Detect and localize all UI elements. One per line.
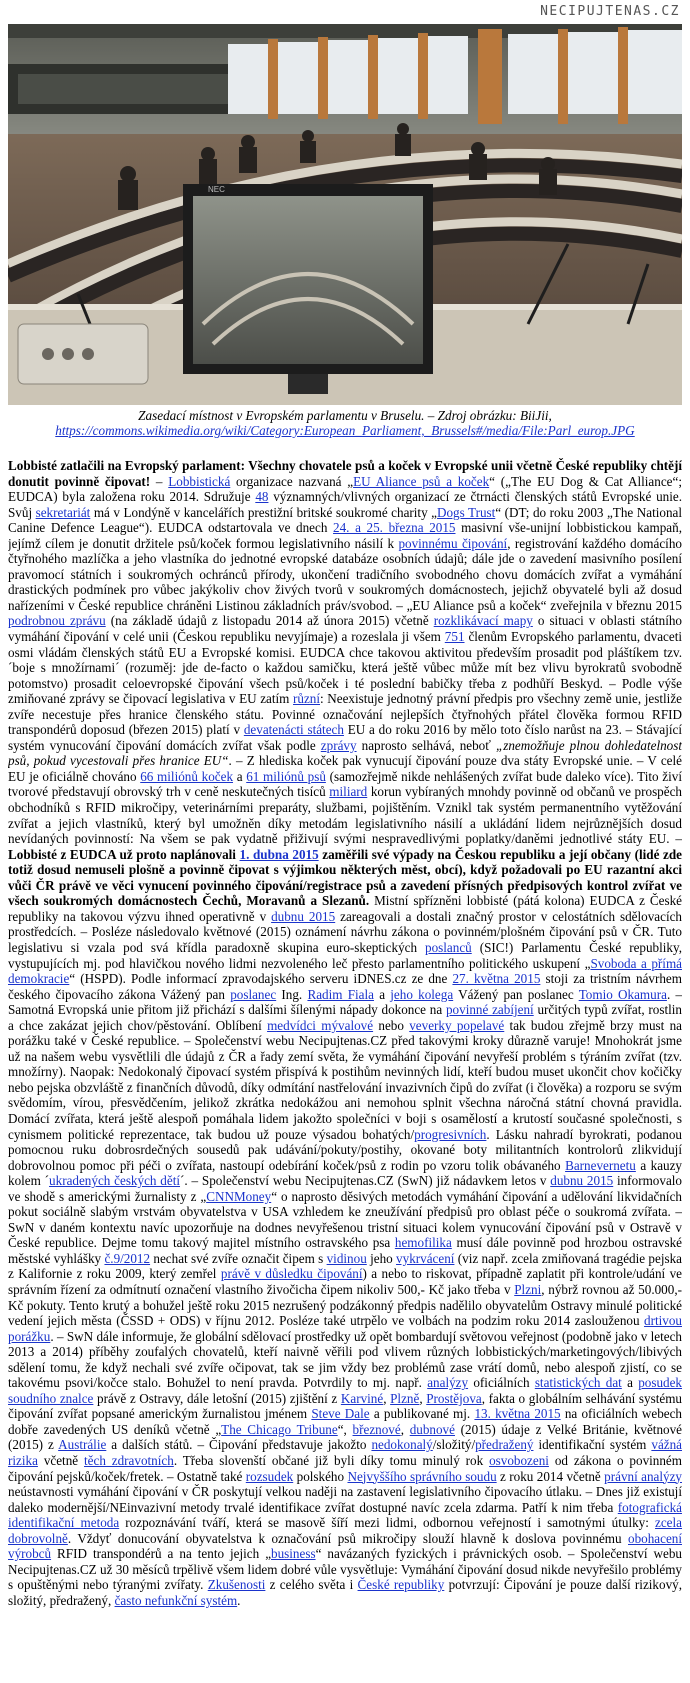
article-text: a — [621, 1375, 639, 1391]
article-link[interactable]: 13. května 2015 — [474, 1406, 561, 1422]
article-link[interactable]: obohacení výrobců — [8, 1530, 682, 1562]
article-link[interactable]: různí — [293, 691, 321, 707]
article-link[interactable]: dubnu 2015 — [271, 908, 336, 924]
article-link[interactable]: poslanců — [425, 939, 472, 955]
article-link[interactable]: těch zdravotních — [84, 1453, 174, 1468]
photo-caption — [8, 408, 682, 438]
article-text: a kauzy kolem ´ — [8, 1157, 682, 1189]
article-link[interactable]: posudek soudního znalce — [8, 1375, 682, 1406]
article-text: masivní vše-unijní lobbistickou kampaň, jejímž cílem je donutit držitele psů/koček formou legislativního násilí k — [8, 520, 682, 551]
article-link[interactable]: podrobnou zprávu — [8, 613, 106, 629]
article-text: “, — [337, 1421, 353, 1437]
article-text: “ („The EU Dog & Cat Alliance“; EUDCA) byla založena roku 2014. Sdružuje — [8, 473, 682, 505]
article-link[interactable]: březnové — [352, 1421, 401, 1437]
article-text: naprosto selhává, neboť — [356, 737, 496, 753]
article-text: . — [237, 1592, 241, 1608]
article-text: (samozřejmě nikde nehlášených zvířat bude daleko více). Tito živí tvorové představují obrovský trh v ceně neskutečných tisíců — [8, 768, 682, 800]
article-link[interactable]: zprávy — [320, 737, 357, 753]
parliament-photo-drawing — [8, 24, 682, 405]
article-text: , nýbrž rovnou až 50.000,- Kč pokuty. Tento krutý a bohužel ještě roku 2015 nezrušený podzákonný předpis nadělilo obyvatelům Ostravy minulé politické vedení jejich města (ČSSD + ODS) v říjnu 2012. Posléze také utrpělo ve volbách na podzim roku 2014 zaslouženou — [8, 1281, 682, 1329]
article-text: tak budou zřejmě brzy must na porážku také v České republice. – Společenství webu Necipujtenas.CZ před takovými kroky důrazně varuje! Mnohokrát jsme už na našem webu vysvětlili dle údajů z ČR a řady zemí světa, že vymáhání čipování nevyřeší problém s týráním zvířat (tzv. množírny). Naopak: Nedokonalý čipovací systém přispívá k postihům nevinných lidí, kteří budou muset ukončit chov kočičky nebo pejska obzvláště z finančních důvodů, díky odmítání nastřelování invazivních čipů do zvířat (i člověka) a rozporu se svým svědomím, vírou, přesvědčením, jelikož zkrátka nedokážou ani nemohou splnit všechna náročná státní chovná pravidla. Domácí zvířata, která ještě alespoň pomáhala lidem jakožto společníci v boji s osamělostí a krutostí současné společnosti, s cynismem politické reprezentace, tak budou už pouze výsadou bohatých/ — [8, 1017, 682, 1142]
article-text: Mistní spřízněni lobbisté (pátá kolona) EUDCA z České republiky na takovou výzvu ihned operativně v — [8, 893, 682, 924]
article-link[interactable]: Plzni — [514, 1281, 542, 1297]
article-link[interactable]: veverky popelavé — [409, 1017, 505, 1033]
article-text: na oficiálních webech dobře zavedených US deníků včetně „ — [8, 1406, 682, 1437]
article-text: “ navázaných fyzických i právnických osob. – Společenství webu Necipujtenas.CZ už 30 měsíců trpělivě všem lidem dobré vůle vysvětluje: Vymáhání čipování dosud nikde nevyřešilo problémy s opuštěnými nebo týranými zvířaty. — [8, 1546, 682, 1593]
article-link[interactable]: drtivou porážku — [8, 1313, 682, 1344]
article-link[interactable]: nedokonalý — [371, 1437, 433, 1453]
article-text: stoji za tristním návrhem českého čipovacího zákona Vážený pan — [8, 971, 682, 1002]
article-text: nebo — [373, 1017, 410, 1033]
article-link[interactable]: Dogs Trust — [437, 504, 496, 520]
article-link[interactable]: 48 — [255, 489, 269, 505]
article-link[interactable]: povinnému čipování — [398, 535, 508, 551]
article-link[interactable]: Lobbistická — [168, 473, 231, 489]
article-link[interactable]: Radim Fiala — [307, 986, 374, 1002]
article-text: nechat své zvíře označit čipem s — [150, 1250, 327, 1266]
caption-source-link[interactable]: https://commons.wikimedia.org/wiki/Category:European_Parliament,_Brussels#/media/File:Parl_europ.JPG — [55, 423, 635, 438]
article-link[interactable]: právní analýzy — [604, 1468, 682, 1484]
article-link[interactable]: 66 miliónů koček — [140, 768, 234, 784]
article-text: Vážený pan poslanec — [453, 986, 579, 1002]
article-link[interactable]: rozklikávací mapy — [433, 613, 533, 629]
article-text: má v Londýně v kancelářích prestižní britské soukromé charity „ — [90, 504, 437, 520]
site-name: NECIPUJTENAS.CZ — [540, 4, 680, 19]
article-text: . Lásku nahradí byrokrati, podanou pomocnou ruku dobrosrdečných sousedů pak udávání/pokuty/postihy, okované boty militantních kontrolorů zlikvidují dobrovolnou pomoc při péči o zvířata, nastoupí odebírání koček/psů z rodin po vzoru tolik obávaného — [8, 1126, 682, 1173]
article-text: jeho — [366, 1250, 397, 1266]
article-text: , — [400, 1421, 410, 1437]
article-link[interactable]: Tomio Okamura — [578, 986, 667, 1002]
article-link[interactable]: analýzy — [427, 1375, 469, 1391]
article-text: oficiálních — [468, 1375, 535, 1391]
article-link[interactable]: business — [271, 1546, 316, 1562]
article-text: “ (DT; do roku 2003 „The National Canine Defence League“). EUDCA odstartovala ve dnech — [8, 504, 682, 536]
article-link[interactable]: vážná rizika — [8, 1437, 682, 1468]
article-text: /složitý/ — [432, 1437, 476, 1453]
caption-text: Zasedací místnost v Evropském parlamentu v Bruselu. – Zdroj obrázku: BiiJii, — [138, 408, 552, 423]
article-link[interactable]: hemofilika — [394, 1235, 452, 1251]
article-text: (viz např. zcela zmiňovaná tragédie pejska z Kalifornie z roku 2009, který zemřel — [8, 1250, 682, 1282]
article-link[interactable]: sekretariát — [35, 504, 91, 520]
article-text: významných/vlivných organizací ze čtrnácti členských států Evropské unie. Svůj — [8, 489, 682, 520]
article-text: o situaci v oblasti státního vymáhání čipování v celé unii (Českou republiku nevyjímaje) a rozeslala ji všem — [8, 613, 682, 645]
article-text: (na základě údajů z listopadu 2014 až února 2015) včetně — [105, 613, 434, 629]
article-link[interactable]: 27. května 2015 — [452, 971, 541, 987]
article-text: a publikované mj. — [369, 1406, 475, 1422]
article-text: od zákona o povinném čipování pejsků/koček/fretek. – Ostatně také — [8, 1453, 682, 1484]
article-text: organizace nazvaná „ — [230, 473, 354, 489]
article-text: : Neexistuje jednotný právní předpis pro všechny země unie, jestliže zvíře necestuje přes hranice členského státu. Povinné označování nejlepších čtyřnohých přátel člověka formou RFID transpondérů doposud (březen 2015) platí v — [8, 691, 682, 738]
article-text: zareagovali a dostali značný prostor v celostátních sdělovacích prostředcích. – Posléze následovalo květnové (2015) oznámení návrhu zákona o povinném/plošném čipování psů v ČR. Tuto legislativu si vzala pod svá křídla paradoxně skupina euro-skeptických — [8, 908, 682, 955]
article-link[interactable]: Svoboda a přímá demokracie — [8, 955, 682, 987]
article-bold-text — [240, 847, 319, 862]
article-link[interactable]: miliard — [329, 784, 368, 800]
article-bold-text: Lobbisté zatlačili na Evropský parlament: Všechny chovatele psů a koček v Evropské unii včetně České republiky chtějí donutit povinně čipovat! — [8, 458, 682, 489]
article-text: polského — [293, 1468, 348, 1484]
article-text: informovalo ve shodě s americkými žurnalisty z „ — [8, 1173, 682, 1204]
article-link[interactable]: CNNMoney — [206, 1188, 272, 1204]
article-link[interactable]: poslanec — [230, 986, 277, 1002]
article-text: Ing. — [276, 986, 308, 1002]
article-text: “ (HSPD). Podle informací zpravodajského serveru iDNES.cz ze dne — [69, 971, 453, 987]
article-text: musí dále povinně pod hrozbou ostravské městské vyhlášky — [8, 1235, 682, 1266]
article-quote: „znemožňuje plnou dohledatelnost psů, pokud vycestovali přes hranice EU“ — [8, 737, 682, 769]
article-text: (2015) údaje z Velké Británie, květnové (2015) z — [8, 1421, 682, 1453]
article-bold-text: zaměřili své výpady na Českou republiku a její občany (lidé zde totiž dosud nemuseli plošně a povinně čipovat s výjimkou některých měst, obcí), když požadovali po EU razantní akci vůči ČR právě ve věci vynucení povinného čipování/registrace psů a zavedení přísných předpisových kontrol zvířat ve všech soukromých domácnostech Čechů, Moravanů a Slezanů. — [8, 846, 682, 909]
article-link[interactable]: č.9/2012 — [104, 1250, 151, 1266]
article-text: . – Samotná Evropská unie přitom již přichází s dalšími šílenými nápady dokonce na — [8, 986, 682, 1018]
article-text: a — [373, 986, 391, 1002]
article-body — [8, 458, 682, 1680]
parliament-photo — [8, 24, 682, 405]
article-text: potvrzují: Čipování je pouze další rizikový, složitý, předražený, — [8, 1577, 682, 1608]
article-text: neústavnosti vymáhání čipování v ČR poskytují velkou naději na zastavení legislativního čipovacího útlaku. – Dnes již existují daleko modernější/NEinvazivní metody trvalé identifikace zvířat dostupné navíc zcela zdarma. Patří k nim třeba — [8, 1484, 682, 1515]
article-text: a dalších států. – Čipování představuje jakožto — [106, 1437, 372, 1453]
article-text: ) a nebo to riskovat, případně zaplatit při kontrole/udání ve správním řízení za odmítnutí označení vlastního živočicha čipem nikoliv 500,- Kč jako třeba v — [8, 1266, 682, 1297]
article-text: určitých typů zvířat, rostlin a chce zakázat jejich chov/pěstování. Oblíbení — [8, 1002, 682, 1033]
article-text: (SIC!) Parlamentu České republiky, vystupujících mj. pod hlavičkou nového lidmi nezvoleného leč přesto parlamentního politického uskupení „ — [8, 939, 682, 971]
article-text: , registrování každého domácího čtyřnohého mazlíčka a jeho vlastníka do jednotné evropské databáze osobních údajů; dále jde o zavedení masivního posílení pravomocí státních i soukromých ochránců přírody, ukončení tradičního svobodného chovu domácích zvířat a vymáhání drastických podmínek pro vůbec jakýkoliv chov živých tvorů v soukromých domácnostech, jejichž obyvatelé byli až dosud nařízeními v České republice chráněni Listinou základních práv/svobod. – „EU Aliance psů a koček“ zveřejnila v březnu 2015 — [8, 535, 682, 613]
svg-text:NEC: NEC — [208, 185, 225, 194]
article-text: právě z Ostravy, dále letošní (2015) zjištění z — [93, 1390, 341, 1406]
article-link[interactable]: Steve Dale — [311, 1406, 370, 1422]
article-text: , fakta o globálním selhávání systému čipování zvířat popsané americkým žurnalistou jménem — [8, 1390, 682, 1422]
article-link[interactable]: zcela dobrovolně — [8, 1515, 682, 1546]
article-bold-text: Lobbisté z EUDCA už proto naplánovali — [8, 846, 240, 862]
article-link[interactable]: Austrálie — [58, 1437, 107, 1453]
article-link[interactable]: Karviné — [340, 1390, 384, 1406]
article-link[interactable]: Zkušenosti — [207, 1577, 266, 1593]
article-link[interactable]: 61 miliónů psů — [246, 768, 326, 784]
article-link[interactable]: rozsudek — [245, 1468, 294, 1484]
article-text: . Vždyť donucování obyvatelstva k označování psů mikročipy slouží hlavně k doslova povinnému — [67, 1530, 628, 1546]
article-text: a — [233, 768, 247, 784]
article-text: , — [419, 1390, 427, 1406]
article-text: identifikační systém — [533, 1437, 652, 1453]
article-link[interactable]: vykrvácení — [396, 1250, 455, 1266]
article-text: , — [383, 1390, 391, 1406]
article-link[interactable]: Barnevernetu — [565, 1157, 636, 1173]
article-text: ´. – Společenství webu Necipujtenas.CZ (SwN) již nádavkem letos v — [180, 1173, 551, 1189]
article-link[interactable]: statistických dat — [534, 1375, 622, 1391]
article-text: . Třeba slovenští občané již byli díky tomu minulý rok — [173, 1453, 490, 1468]
article-link[interactable]: dubnu 2015 — [550, 1173, 614, 1189]
article-text: z roku 2014 včetně — [496, 1468, 605, 1484]
article-text: rozpoznávání tváří, která se masově šíří mezi lidmi, odbornou veřejností i samotnými útulky: — [119, 1515, 656, 1531]
article-text: členům Evropského parlamentu, dvaceti osmi vládám členských států EU a Evropské komisi. EUDCA chce takovou aktivitou především prosadit pod pláštíkem tzv. ´boje s množírnami´ (rozuměj: jde de-facto o každou samičku, která ještě vůbec může mít bez vlivu byrokratů svobodně potomstvo) prosadit celoevropské čipování všech psů/koček i té poslední babičky třeba z podhůří Beskyd. – Podle výše zmiňované zprávy se čipovací legislativa v EU zatím — [8, 629, 682, 707]
article-link[interactable]: často nefunkční systém — [114, 1592, 238, 1608]
article-link[interactable]: fotografická identifikační metoda — [8, 1499, 682, 1531]
article-text: EU a do roku 2016 by mělo toto číslo narůst na 23. – Stávající systém vynucování čipování domácích zvířat však podle — [8, 722, 682, 753]
article-link[interactable]: osvobozeni — [489, 1453, 549, 1468]
article-text: . – Z hlediska koček pak vynucují čipování pouze dva státy Evropské unie. – V celé EU je oficiálně chováno — [8, 753, 682, 784]
article-link[interactable]: Plzně — [390, 1390, 420, 1406]
article-text: . – SwN dále informuje, že globální sdělovací prostředky už opět bombardují světovou veřejnost (podobně jako v letech 2013 a 2014) příběhy zoufalých chovatelů, kteří naivně věřili pod vlivem různých lobbistických/marketingových/libivých sdělení tomu, že když nechali své zvíře očipovat, tak se jim vždy bez problémů zase vrátí domů, nebo alespoň zjistí, co se takovému psovi/kočce stalo. Bohužel to není pravda. Potvrdily to mj. např. — [8, 1328, 682, 1391]
article-text: korun vybíraných mnohdy povinně od občanů ve prospěch obchodníků s RFID mikročipy, veterinárními preparáty, službami, pojištěním. Vznikl tak systém permanentního vytěžování zvířat a jejich vlastníků, který byl umožněn díky metodám legislativního násilí a ukládání lidem nejrůznějších dosud nevídaných povinností: Na všem se pak vydatně přiživují svými nespravedlivými poplatky/daněmi jednotlivé státy EU. – — [8, 784, 682, 847]
article-text: z celého světa i — [265, 1577, 358, 1593]
article-link[interactable]: medvídci mývalové — [267, 1017, 374, 1033]
article-link[interactable]: jeho kolega — [390, 986, 454, 1002]
article-link[interactable]: 24. a 25. března 2015 — [333, 520, 456, 536]
article-text: “ o naprosto děsivých metodách vymáhání čipování a udělování likvidačních pokut sociálně slabým vrstvám obyvatelstva v USA vzhledem ke zneužívání předpisů pro oblast péče o soukromá zvířata. – SwN v daném kontextu navíc upozorňuje na dodnes nevyřešenou tristní situaci kolem vynucování čipování psů v Ostravě v České republice. Dejme tomu takový majitel místního ostravského psa — [8, 1188, 682, 1251]
article-link[interactable]: devatenácti státech — [243, 722, 344, 738]
article-link[interactable]: Prostějova — [426, 1390, 482, 1406]
article-link[interactable]: Nejvyššího správního soudu — [347, 1468, 497, 1484]
article-link[interactable]: ukradených českých dětí — [49, 1173, 181, 1189]
article-text: – — [150, 473, 169, 489]
article-link[interactable]: 1. dubna 2015 — [239, 846, 319, 862]
article-link[interactable]: předražený — [475, 1437, 534, 1453]
article-link[interactable]: The Chicago Tribune — [221, 1421, 338, 1437]
article-link[interactable]: vidinou — [326, 1250, 367, 1266]
article-text: RFID transpondérů a na tento jejich „ — [51, 1546, 272, 1562]
article-link[interactable]: progresivních — [414, 1126, 487, 1142]
article-link[interactable]: České republiky — [357, 1577, 445, 1593]
article-link[interactable]: EU Aliance psů a koček — [353, 473, 490, 489]
article-text: včetně — [37, 1453, 84, 1468]
article-link[interactable]: 751 — [444, 629, 465, 645]
article-link[interactable]: povinné zabíjení — [445, 1002, 534, 1018]
article-link[interactable]: dubnové — [409, 1421, 455, 1437]
article-link[interactable]: právě v důsledku čipování — [220, 1266, 363, 1282]
